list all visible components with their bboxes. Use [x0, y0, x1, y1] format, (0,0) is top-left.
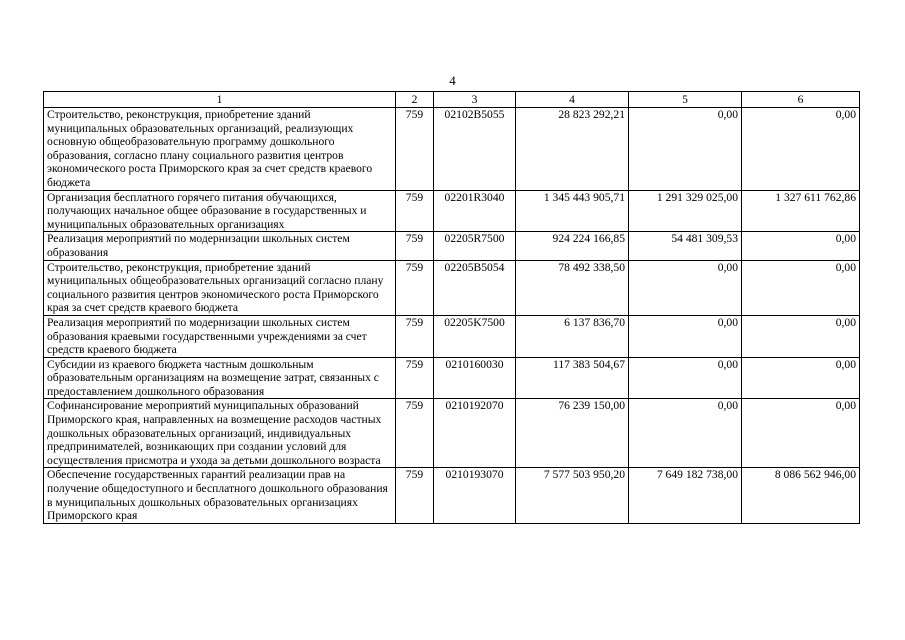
- row-code: 759: [396, 260, 434, 315]
- row-name: Организация бесплатного горячего питания обучающихся, получающих начальное общее образование в государственных и муниципальных образовательных организациях: [44, 190, 396, 232]
- row-name: Реализация мероприятий по модернизации школьных систем образования краевыми государственными учреждениями за счет средств краевого бюджета: [44, 315, 396, 357]
- column-header-5: 5: [629, 92, 742, 108]
- row-code: 759: [396, 468, 434, 523]
- row-code: 759: [396, 108, 434, 191]
- row-classifier: 02201R3040: [434, 190, 516, 232]
- row-value-4: 7 577 503 950,20: [516, 468, 629, 523]
- row-value-4: 1 345 443 905,71: [516, 190, 629, 232]
- row-value-5: 1 291 329 025,00: [629, 190, 742, 232]
- row-value-6: 0,00: [742, 357, 860, 399]
- table-row: [44, 315, 860, 357]
- row-name: Строительство, реконструкция, приобретение зданий муниципальных общеобразовательных организаций согласно плану социального развития центров экономического роста Приморского края за счет средств краевого бюджета: [44, 260, 396, 315]
- column-header-1: 1: [44, 92, 396, 108]
- page-number: 4: [449, 73, 456, 88]
- row-value-5: 0,00: [629, 260, 742, 315]
- row-code: 759: [396, 232, 434, 260]
- table-row: [44, 260, 860, 315]
- row-code: 759: [396, 399, 434, 468]
- table-body: [44, 108, 860, 524]
- row-value-5: 7 649 182 738,00: [629, 468, 742, 523]
- row-classifier: 0210192070: [434, 399, 516, 468]
- row-name: Строительство, реконструкция, приобретение зданий муниципальных образовательных организаций, реализующих основную общеобразовательную программу дошкольного образования, согласно плану социального развития центров экономического роста Приморского края за счет средств краевого бюджета: [44, 108, 396, 191]
- row-value-6: 1 327 611 762,86: [742, 190, 860, 232]
- row-value-4: 76 239 150,00: [516, 399, 629, 468]
- table-header: [44, 92, 860, 108]
- table-row: [44, 357, 860, 399]
- table-row: [44, 468, 860, 523]
- row-classifier: 0210160030: [434, 357, 516, 399]
- column-header-3: 3: [434, 92, 516, 108]
- table-row: [44, 232, 860, 260]
- table-row: [44, 399, 860, 468]
- row-value-4: 6 137 836,70: [516, 315, 629, 357]
- row-value-5: 0,00: [629, 399, 742, 468]
- table-row: [44, 190, 860, 232]
- row-value-6: 0,00: [742, 315, 860, 357]
- row-code: 759: [396, 315, 434, 357]
- row-value-6: 0,00: [742, 260, 860, 315]
- row-value-4: 28 823 292,21: [516, 108, 629, 191]
- row-value-6: 0,00: [742, 399, 860, 468]
- row-name: Реализация мероприятий по модернизации школьных систем образования: [44, 232, 396, 260]
- row-value-5: 0,00: [629, 315, 742, 357]
- row-value-5: 54 481 309,53: [629, 232, 742, 260]
- row-classifier: 02205K7500: [434, 315, 516, 357]
- budget-table: [43, 91, 860, 524]
- row-value-6: 0,00: [742, 108, 860, 191]
- row-name: Обеспечение государственных гарантий реализации прав на получение общедоступного и бесплатного дошкольного образования в муниципальных дошкольных образовательных организациях Приморского края: [44, 468, 396, 523]
- row-classifier: 02205B5054: [434, 260, 516, 315]
- row-value-4: 78 492 338,50: [516, 260, 629, 315]
- row-code: 759: [396, 357, 434, 399]
- row-classifier: 02205R7500: [434, 232, 516, 260]
- column-header-4: 4: [516, 92, 629, 108]
- column-header-6: 6: [742, 92, 860, 108]
- header-row: [44, 92, 860, 108]
- column-header-2: 2: [396, 92, 434, 108]
- row-value-5: 0,00: [629, 108, 742, 191]
- row-value-4: 924 224 166,85: [516, 232, 629, 260]
- row-value-5: 0,00: [629, 357, 742, 399]
- row-name: Софинансирование мероприятий муниципальных образований Приморского края, направленных на возмещение расходов частных дошкольных образовательных организаций, индивидуальных предпринимателей, возникающих при создании условий для осуществления присмотра и ухода за детьми дошкольного возраста: [44, 399, 396, 468]
- row-value-4: 117 383 504,67: [516, 357, 629, 399]
- row-name: Субсидии из краевого бюджета частным дошкольным образовательным организациям на возмещение затрат, связанных с предоставлением дошкольного образования: [44, 357, 396, 399]
- table-row: [44, 108, 860, 191]
- row-code: 759: [396, 190, 434, 232]
- row-value-6: 8 086 562 946,00: [742, 468, 860, 523]
- row-value-6: 0,00: [742, 232, 860, 260]
- row-classifier: 0210193070: [434, 468, 516, 523]
- row-classifier: 02102B5055: [434, 108, 516, 191]
